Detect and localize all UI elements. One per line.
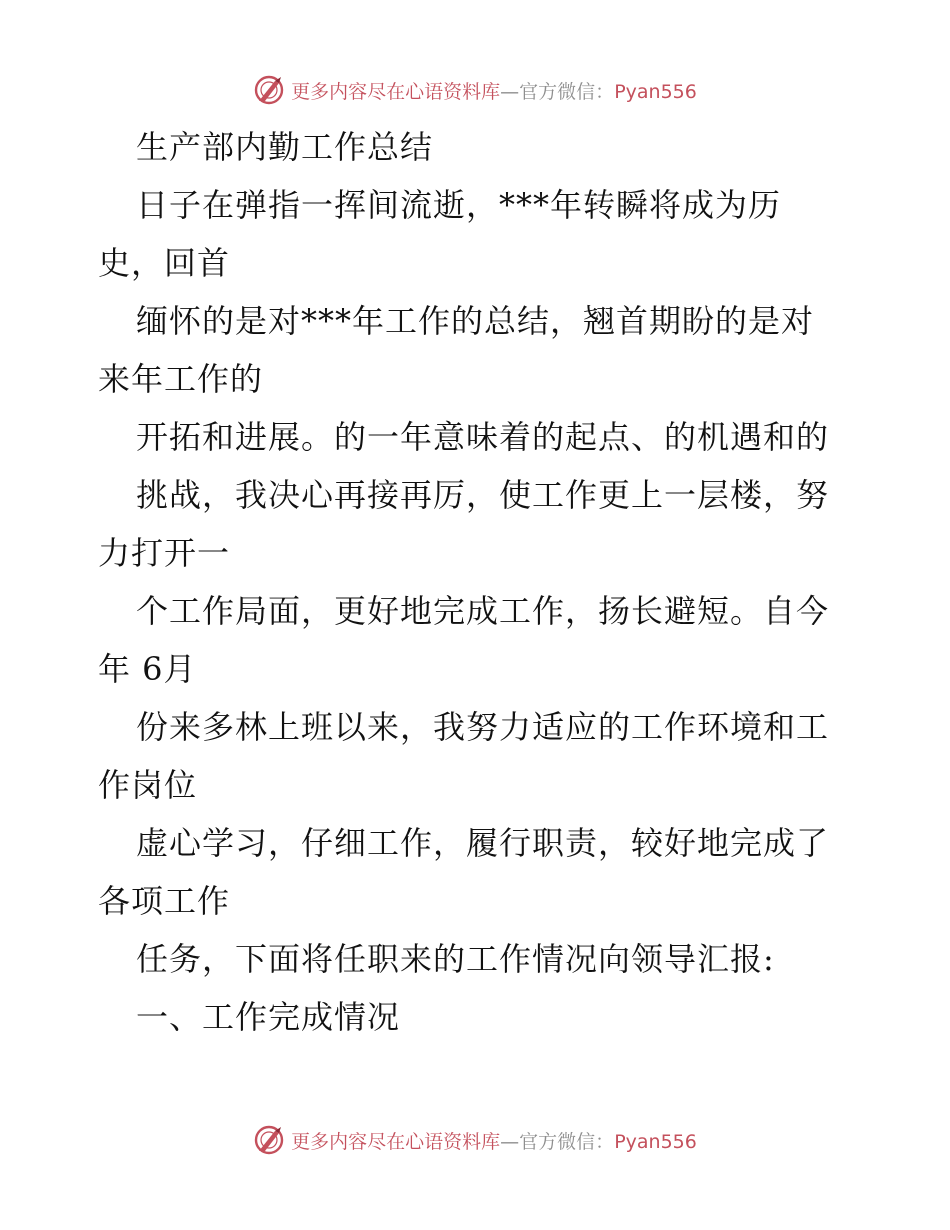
paragraph-line: 日子在弹指一挥间流逝，***年转瞬将成为历	[136, 186, 782, 224]
document-title: 生产部内勤工作总结	[136, 128, 434, 166]
watermark-text	[291, 77, 697, 104]
paragraph-line: 作岗位	[98, 766, 198, 804]
paragraph-line: 开拓和进展。的一年意味着的起点、的机遇和的	[136, 418, 830, 456]
quill-pen-logo-icon	[253, 1124, 285, 1156]
paragraph-line: 虚心学习，仔细工作，履行职责，较好地完成了	[136, 824, 830, 862]
watermark-official-text: 官方微信：	[519, 1130, 615, 1153]
watermark-dash: —	[500, 1130, 520, 1153]
quill-pen-logo-icon	[253, 74, 285, 106]
watermark-dash: —	[500, 80, 520, 103]
watermark-main-text: 更多内容尽在心语资料库	[291, 1130, 501, 1153]
watermark-text	[291, 1127, 697, 1154]
paragraph-line: 份来多林上班以来，我努力适应的工作环境和工	[136, 708, 830, 746]
paragraph-line: 史，回首	[98, 244, 231, 282]
watermark-main-text: 更多内容尽在心语资料库	[291, 80, 501, 103]
watermark-header	[0, 70, 950, 110]
paragraph-line: 任务，下面将任职来的工作情况向领导汇报:	[136, 940, 775, 978]
watermark-wechat-id: Pyan556	[614, 1130, 697, 1153]
watermark-official-text: 官方微信：	[519, 80, 615, 103]
paragraph-line: 力打开一	[98, 534, 231, 572]
paragraph-line: 个工作局面，更好地完成工作，扬长避短。自今	[136, 592, 830, 630]
paragraph-line: 年 6月	[98, 650, 197, 688]
paragraph-line: 各项工作	[98, 882, 231, 920]
section-heading: 一、工作完成情况	[136, 998, 401, 1036]
paragraph-line: 挑战，我决心再接再厉，使工作更上一层楼，努	[136, 476, 830, 514]
document-body	[98, 118, 858, 1046]
paragraph-line: 缅怀的是对***年工作的总结，翘首期盼的是对	[136, 302, 815, 340]
watermark-wechat-id: Pyan556	[614, 80, 697, 103]
paragraph-line: 来年工作的	[98, 360, 264, 398]
watermark-footer	[0, 1120, 950, 1160]
